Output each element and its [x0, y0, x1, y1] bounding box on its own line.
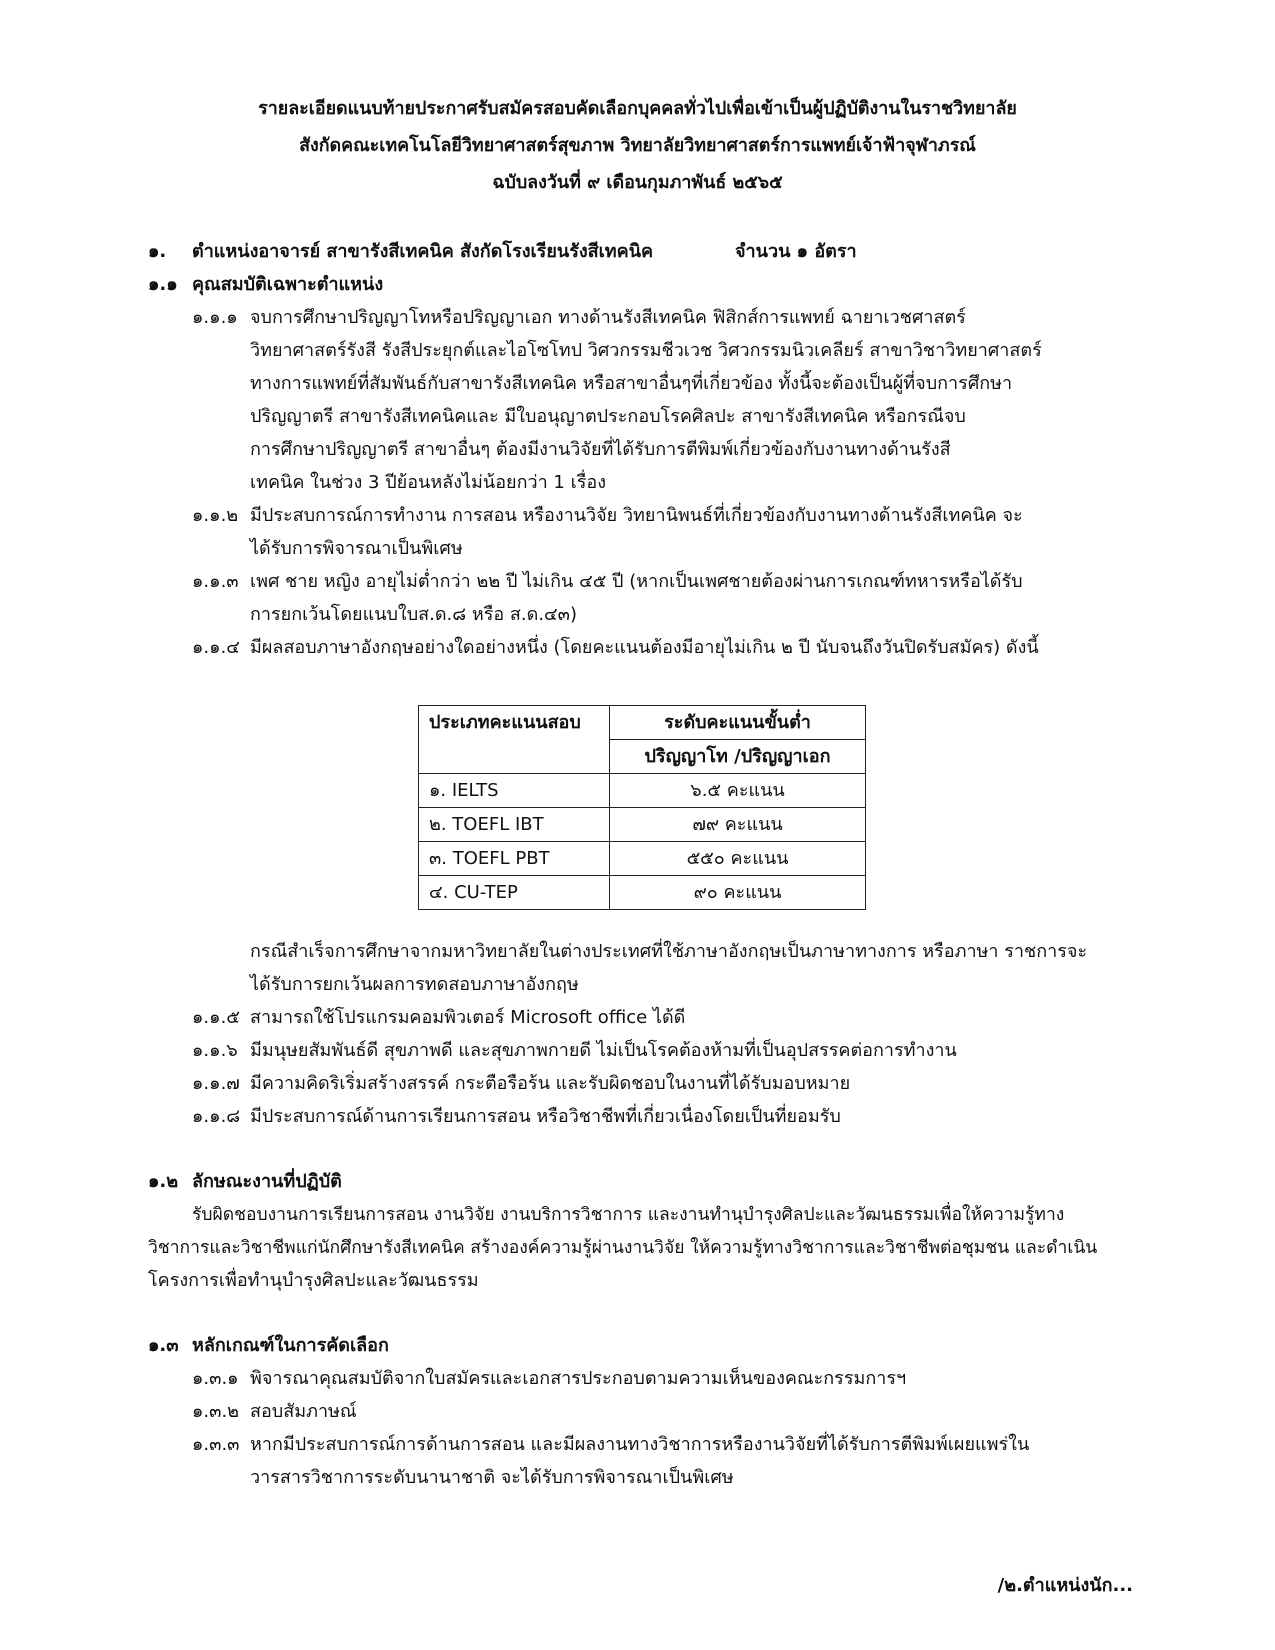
header-line-2: สังกัดคณะเทคโนโลยีวิทยาศาสตร์สุขภาพ วิทยาลัยวิทยาศาสตร์การแพทย์เจ้าฟ้าจุฬาภรณ์ — [299, 135, 976, 156]
item-1-1-4-number: ๑.๑.๔ — [192, 637, 240, 658]
table-header-row — [419, 706, 866, 740]
item-1-1-2-line: ได้รับการพิจารณาเป็นพิเศษ — [250, 538, 463, 559]
item-1-1-7-text: มีความคิดริเริ่มสร้างสรรค์ กระตือรือร้น และรับผิดชอบในงานที่ได้รับมอบหมาย — [250, 1073, 851, 1094]
item-1-3-3-number: ๑.๓.๓ — [192, 1434, 240, 1455]
section-1-2-line: วิชาการและวิชาชีพแก่นักศึกษารังสีเทคนิค สร้างองค์ความรู้ผ่านงานวิจัย ให้ความรู้ทางวิชาการและวิชาชีพต่อชุมชน และดำเนิน — [148, 1238, 1098, 1258]
position-title: ตำแหน่งอาจารย์ สาขารังสีเทคนิค สังกัดโรงเรียนรังสีเทคนิค — [192, 241, 654, 262]
position-count: จำนวน ๑ อัตรา — [735, 241, 857, 262]
item-1-1-8-number: ๑.๑.๘ — [192, 1106, 241, 1127]
item-1-3-1-number: ๑.๓.๑ — [192, 1368, 239, 1389]
item-1-1-6-text: มีมนุษยสัมพันธ์ดี สุขภาพดี และสุขภาพกายดี ไม่เป็นโรคต้องห้ามที่เป็นอุปสรรคต่อการทำงาน — [250, 1040, 957, 1061]
table-cell-type: ๑. IELTS — [419, 774, 610, 808]
item-1-1-1-line: เทคนิค ในช่วง 3 ปีย้อนหลังไม่น้อยกว่า 1 เรื่อง — [250, 472, 607, 493]
table-cell-type: ๒. TOEFL IBT — [419, 808, 610, 842]
section-1-1-title: คุณสมบัติเฉพาะตำแหน่ง — [192, 274, 384, 295]
item-1-1-5-text: สามารถใช้โปรแกรมคอมพิวเตอร์ Microsoft office ได้ดี — [250, 1007, 686, 1028]
table-header-type: ประเภทคะแนนสอบ — [419, 706, 610, 774]
section-1-2-line: โครงการเพื่อทำนุบำรุงศิลปะและวัฒนธรรม — [148, 1270, 479, 1291]
item-1-1-3-number: ๑.๑.๓ — [192, 571, 239, 592]
item-1-1-1-line: ทางการแพทย์ที่สัมพันธ์กับสาขารังสีเทคนิค หรือสาขาอื่นๆที่เกี่ยวข้อง ทั้งนี้จะต้องเป็นผู้ที่จบการศึกษา — [250, 373, 1013, 394]
section-1-2-title: ลักษณะงานที่ปฏิบัติ — [192, 1171, 342, 1192]
english-score-table — [418, 705, 866, 910]
item-1-1-2-line: มีประสบการณ์การทำงาน การสอน หรืองานวิจัย วิทยานิพนธ์ที่เกี่ยวข้องกับงานทางด้านรังสีเทคนิค จะ — [250, 505, 1023, 526]
item-1-1-1-line: ปริญญาตรี สาขารังสีเทคนิคและ มีใบอนุญาตประกอบโรคศิลปะ สาขารังสีเทคนิค หรือกรณีจบ — [250, 406, 966, 427]
item-1-3-2-line: สอบสัมภาษณ์ — [250, 1401, 357, 1422]
table-row — [419, 876, 866, 910]
item-1-1-1-line: วิทยาศาสตร์รังสี รังสีประยุกต์และไอโซโทป วิศวกรรมชีวเวช วิศวกรรมนิวเคลียร์ สาขาวิชาวิทยาศาสตร์ — [250, 340, 1042, 361]
position-number: ๑. — [148, 241, 167, 262]
table-cell-score: ๖.๕ คะแนน — [610, 774, 866, 808]
table-row — [419, 842, 866, 876]
item-1-1-1-line: จบการศึกษาปริญญาโทหรือปริญญาเอก ทางด้านรังสีเทคนิค ฟิสิกส์การแพทย์ ฉายาเวชศาสตร์ — [250, 307, 966, 328]
item-1-1-7-number: ๑.๑.๗ — [192, 1073, 240, 1094]
item-1-1-5-number: ๑.๑.๕ — [192, 1007, 240, 1028]
section-1-2-number: ๑.๒ — [148, 1171, 179, 1192]
item-1-3-2-number: ๑.๓.๒ — [192, 1401, 240, 1422]
item-1-1-4-line: มีผลสอบภาษาอังกฤษอย่างใดอย่างหนึ่ง (โดยคะแนนต้องมีอายุไม่เกิน ๒ ปี นับจนถึงวันปิดรับสมัคร) ดังนี้ — [250, 637, 1039, 658]
exemption-line-1: กรณีสำเร็จการศึกษาจากมหาวิทยาลัยในต่างประเทศที่ใช้ภาษาอังกฤษเป็นภาษาทางการ หรือภาษา ราชการจะ — [250, 941, 1088, 962]
table-cell-score: ๗๙ คะแนน — [610, 808, 866, 842]
header-line-3: ฉบับลงวันที่ ๙ เดือนกุมภาพันธ์ ๒๕๖๕ — [492, 172, 783, 193]
item-1-3-3-line: หากมีประสบการณ์การด้านการสอน และมีผลงานทางวิชาการหรืองานวิจัยที่ได้รับการตีพิมพ์เผยแพร่ใน — [250, 1434, 1030, 1455]
item-1-1-2-number: ๑.๑.๒ — [192, 505, 239, 526]
exemption-line-2: ได้รับการยกเว้นผลการทดสอบภาษาอังกฤษ — [250, 974, 579, 995]
item-1-3-3-line: วารสารวิชาการระดับนานาชาติ จะได้รับการพิจารณาเป็นพิเศษ — [250, 1467, 734, 1488]
item-1-1-1-line: การศึกษาปริญญาตรี สาขาอื่นๆ ต้องมีงานวิจัยที่ได้รับการตีพิมพ์เกี่ยวข้องกับงานทางด้านรังสี — [250, 439, 951, 460]
table-cell-type: ๓. TOEFL PBT — [419, 842, 610, 876]
item-1-1-3-line: เพศ ชาย หญิง อายุไม่ต่ำกว่า ๒๒ ปี ไม่เกิน ๔๕ ปี (หากเป็นเพศชายต้องผ่านการเกณฑ์ทหารหรือได้รับ — [250, 571, 1023, 592]
table-header-degree: ปริญญาโท /ปริญญาเอก — [610, 740, 866, 774]
table-header-min-score: ระดับคะแนนขั้นต่ำ — [610, 706, 866, 740]
section-1-3-number: ๑.๓ — [148, 1335, 179, 1356]
table-cell-score: ๕๕๐ คะแนน — [610, 842, 866, 876]
table-row — [419, 808, 866, 842]
header-line-1: รายละเอียดแนบท้ายประกาศรับสมัครสอบคัดเลือกบุคคลทั่วไปเพื่อเข้าเป็นผู้ปฏิบัติงานในราชวิทยาลัย — [258, 98, 1017, 119]
item-1-1-6-number: ๑.๑.๖ — [192, 1040, 238, 1061]
table-row — [419, 774, 866, 808]
page-continuation: /๒.ตำแหน่งนัก... — [997, 1575, 1133, 1596]
table-cell-type: ๔. CU-TEP — [419, 876, 610, 910]
item-1-1-1-number: ๑.๑.๑ — [192, 307, 238, 328]
section-1-1-number: ๑.๑ — [148, 274, 178, 295]
section-1-3-title: หลักเกณฑ์ในการคัดเลือก — [192, 1335, 389, 1356]
table-cell-score: ๙๐ คะแนน — [610, 876, 866, 910]
item-1-1-8-text: มีประสบการณ์ด้านการเรียนการสอน หรือวิชาชีพที่เกี่ยวเนื่องโดยเป็นที่ยอมรับ — [250, 1106, 841, 1127]
section-1-2-line: รับผิดชอบงานการเรียนการสอน งานวิจัย งานบริการวิชาการ และงานทำนุบำรุงศิลปะและวัฒนธรรมเพื่อให้ความรู้ทาง — [192, 1205, 1065, 1225]
item-1-1-3-line: การยกเว้นโดยแนบใบส.ด.๘ หรือ ส.ด.๔๓) — [250, 604, 577, 625]
item-1-3-1-line: พิจารณาคุณสมบัติจากใบสมัครและเอกสารประกอบตามความเห็นของคณะกรรมการฯ — [250, 1368, 907, 1389]
